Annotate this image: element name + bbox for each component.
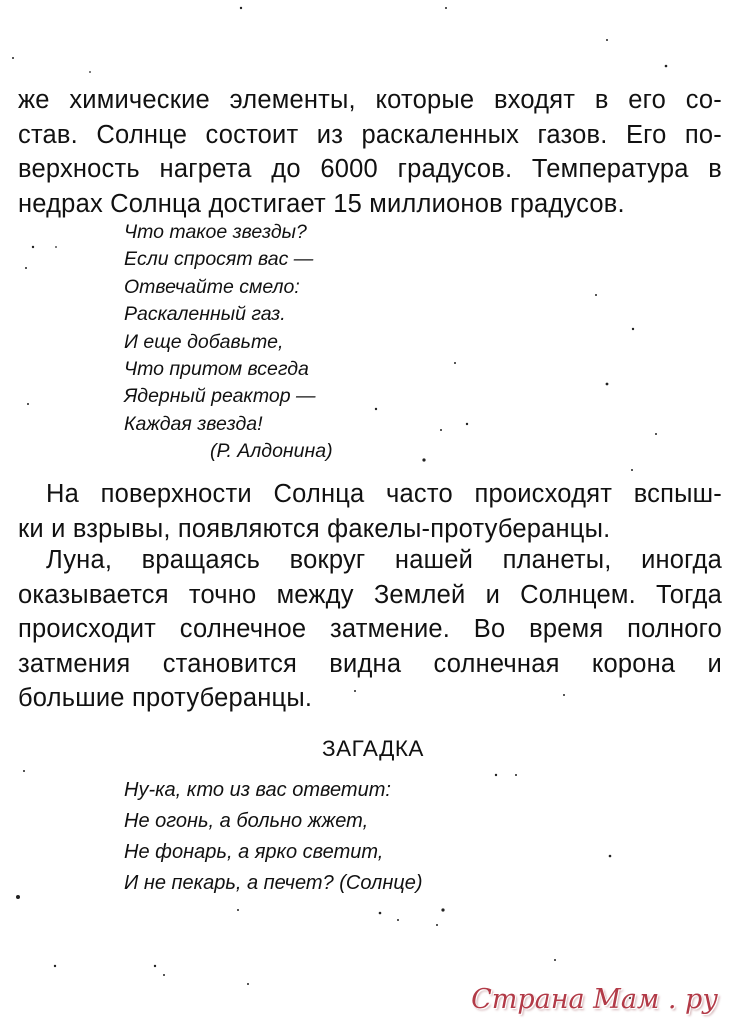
riddle-line: Ну-ка, кто из вас ответит: bbox=[124, 779, 391, 801]
text-line: На поверхности Солнца часто происходят вспыш- bbox=[46, 480, 722, 508]
riddle-line: Не фонарь, а ярко светит, bbox=[124, 841, 384, 863]
text-line: затмения становится видна солнечная корона и bbox=[18, 649, 722, 678]
text-line: ки и взрывы, появляются факелы-протуберанцы. bbox=[18, 514, 611, 543]
riddle-line: Не огонь, а больно жжет, bbox=[124, 810, 369, 832]
text-line: большие протуберанцы. bbox=[18, 684, 313, 712]
text-line: Луна, вращаясь вокруг нашей планеты, иногда bbox=[46, 546, 722, 574]
poem-line: Что такое звезды? bbox=[124, 221, 307, 243]
riddle-heading: ЗАГАДКА bbox=[322, 736, 424, 761]
text-line: недрах Солнца достигает 15 миллионов градусов. bbox=[18, 189, 625, 218]
poem-author: (Р. Алдонина) bbox=[210, 440, 333, 463]
poem-line: Если спросят вас — bbox=[124, 248, 314, 271]
paragraph-sun-composition bbox=[18, 83, 722, 221]
text-line: верхность нагрета до 6000 градусов. Температура в bbox=[18, 155, 722, 183]
poem-line: Каждая звезда! bbox=[124, 412, 263, 435]
text-line: же химические элементы, которые входят в его со- bbox=[18, 86, 722, 114]
poem-line: Отвечайте смело: bbox=[124, 275, 300, 298]
poem-line: Раскаленный газ. bbox=[124, 303, 286, 326]
poem-line: Что притом всегда bbox=[124, 358, 309, 381]
text-line: оказывается точно между Землей и Солнцем. Тогда bbox=[18, 580, 722, 609]
poem-line: И еще добавьте, bbox=[124, 330, 284, 353]
text-line: став. Солнце состоит из раскаленных газов. Его по- bbox=[18, 120, 722, 149]
text-line: происходит солнечное затмение. Во время полного bbox=[18, 615, 722, 643]
paragraph-solar-flares bbox=[18, 477, 722, 546]
riddle-verse bbox=[124, 775, 423, 899]
poem-stars bbox=[124, 219, 333, 466]
poem-line: Ядерный реактор — bbox=[124, 385, 316, 408]
paragraph-solar-eclipse bbox=[18, 543, 722, 716]
site-watermark: Страна Мам . ру bbox=[471, 984, 718, 1015]
riddle-line: И не пекарь, а печет? (Солнце) bbox=[124, 872, 423, 894]
